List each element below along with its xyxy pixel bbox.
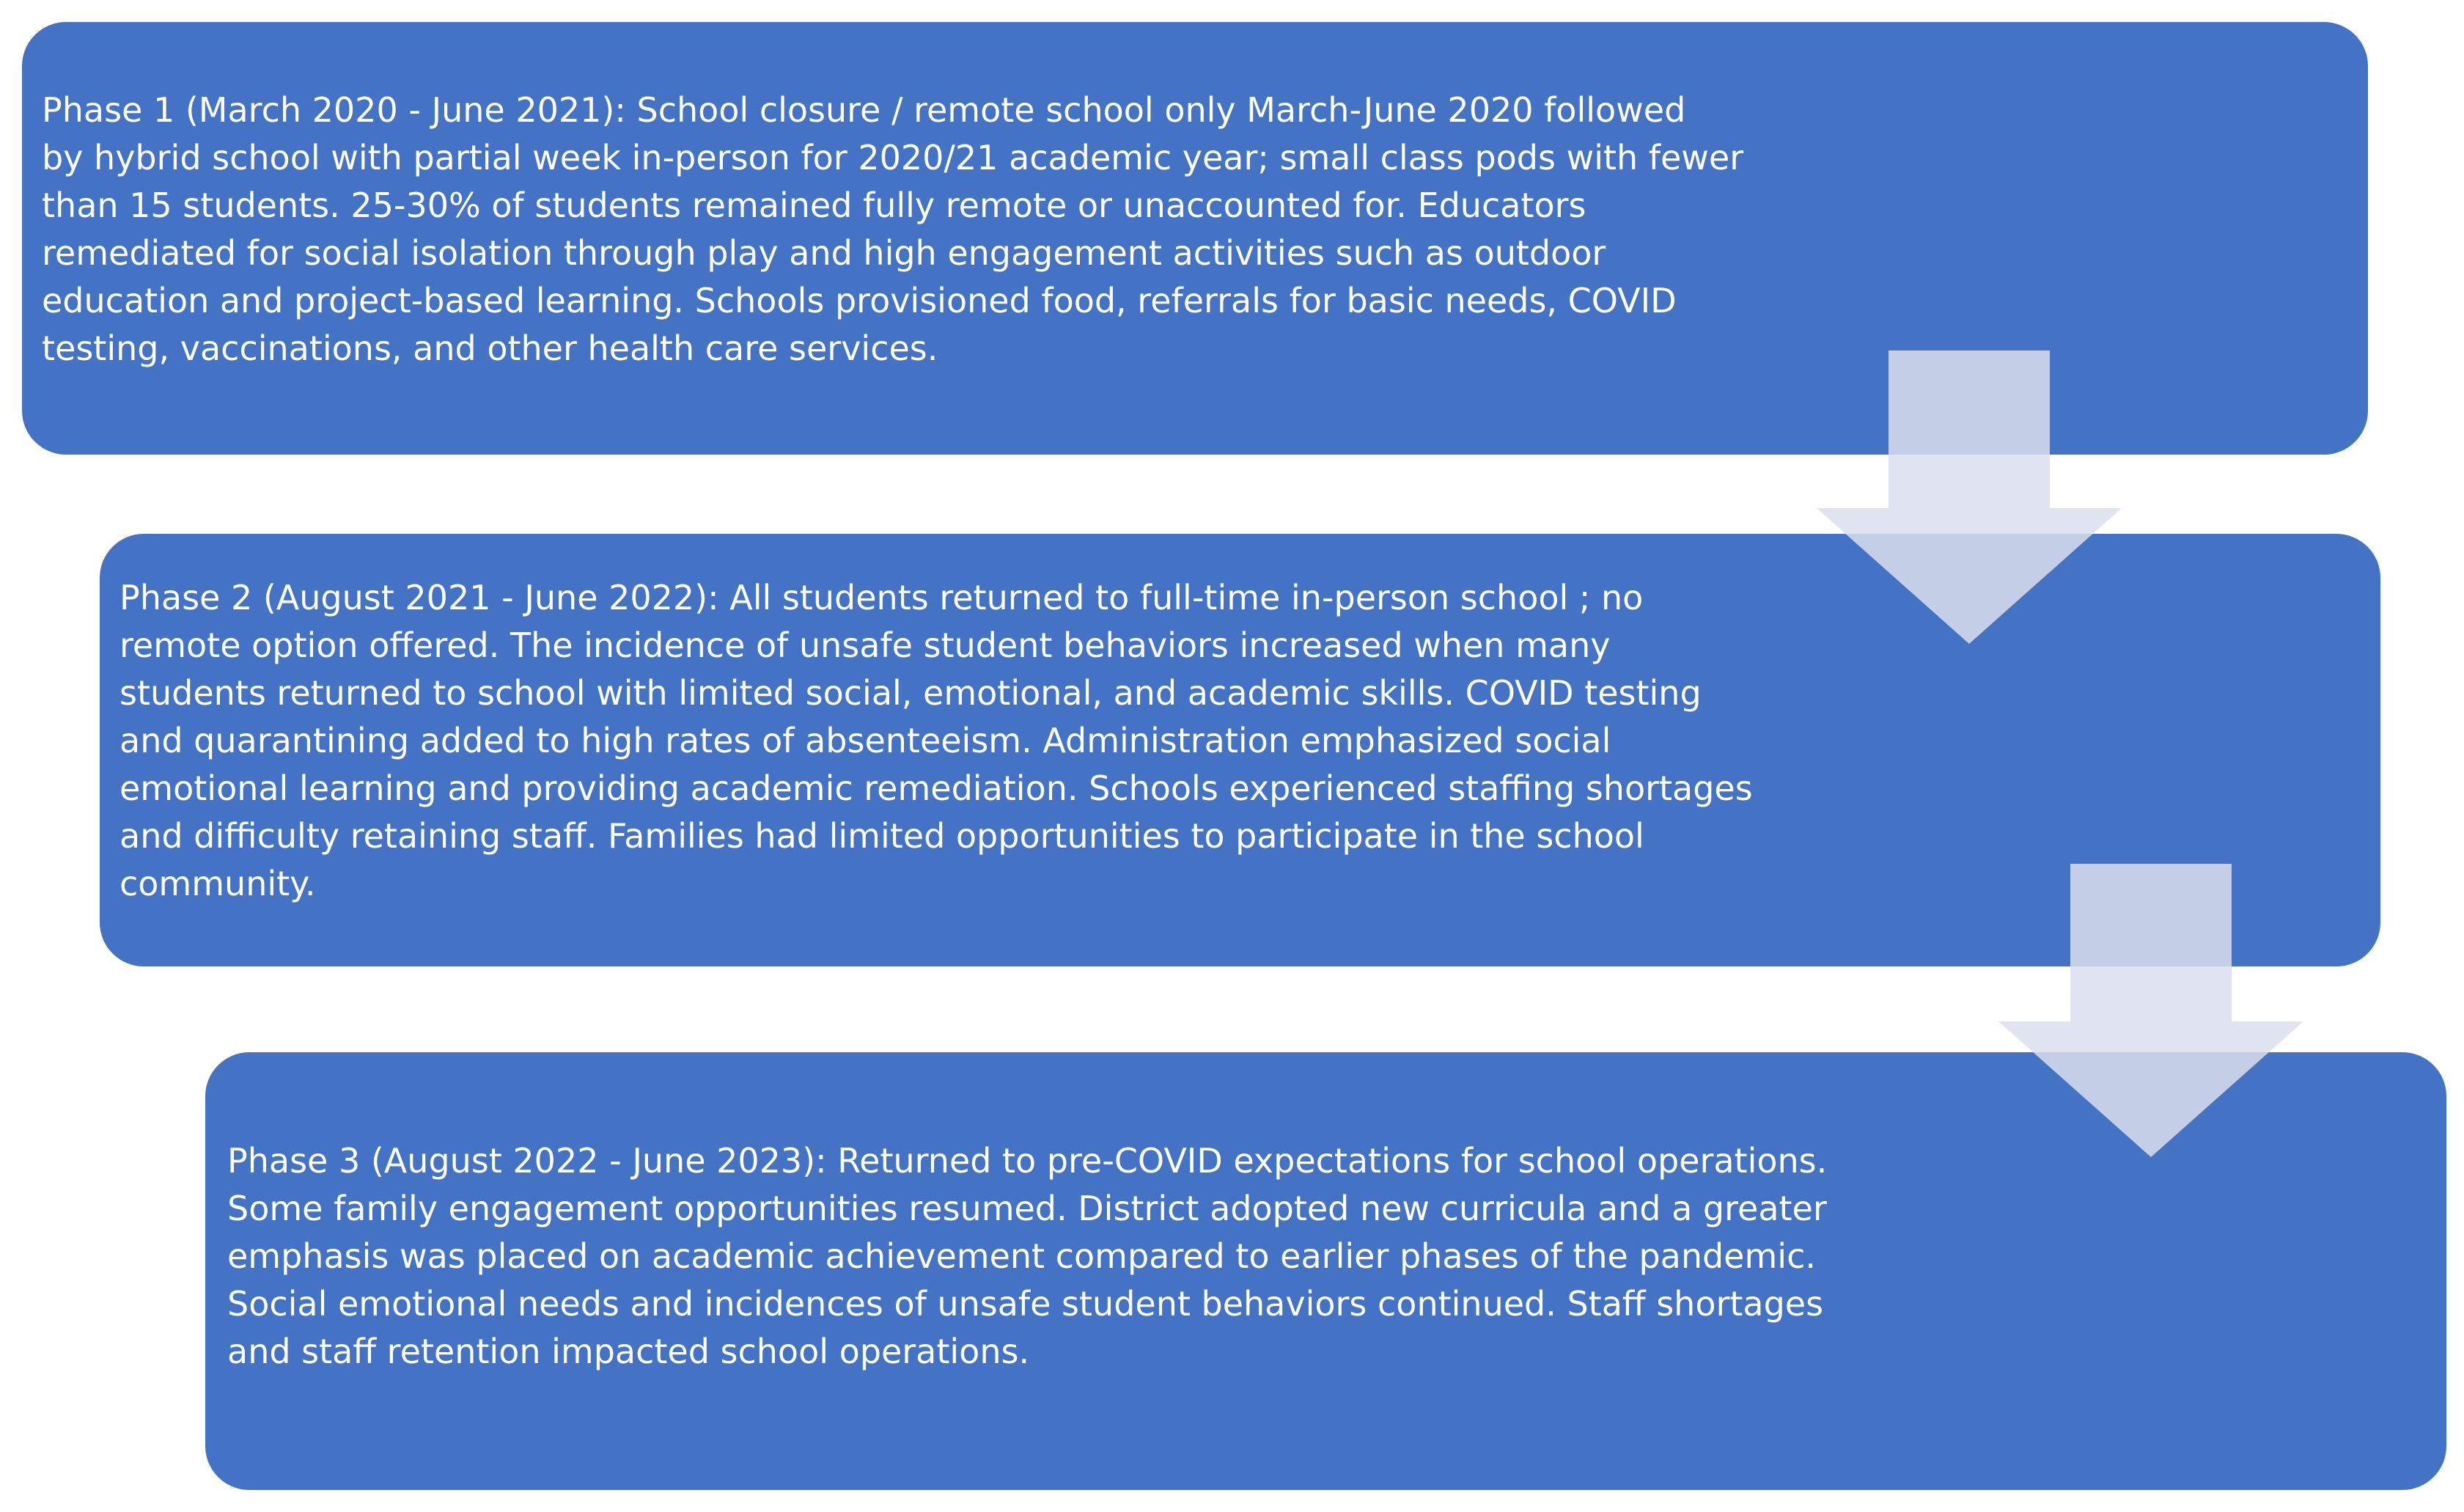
phase-1-text: Phase 1 (March 2020 - June 2021): School closure / remote school only March-June 2020 followed by hybrid school with partial week in-person for 2020/21 academic year; small class pods with fewer than 15 students. 25-30% of students remained fully remote or unaccounted for. Educators remediated for social isolation through play and high engagement activities such as outdoor education and project-based learning. Schools provisioned food, referrals for basic needs, COVID testing, vaccinations, and other health care services. [42,89,1744,368]
phase-1-box [22,22,2368,455]
phase-2-text: Phase 2 (August 2021 - June 2022): All students returned to full-time in-person school ; no remote option offered. The incidence of unsafe student behaviors increased when many students returned to school with limited social, emotional, and academic skills. COVID testing and quarantining added to high rates of absenteeism. Administration emphasized social emotional learning and providing academic remediation. Schools experienced staffing shortages and difficulty retaining staff. Families had limited opportunities to participate in the school community. [119,578,1753,903]
phase-3-box [205,1052,2446,1490]
phase-3-text: Phase 3 (August 2022 - June 2023): Returned to pre-COVID expectations for school operations. Some family engagement opportunities resumed. District adopted new curricula and a greater emphasis was placed on academic achievement compared to earlier phases of the pandemic. Social emotional needs and incidences of unsafe student behaviors continued. Staff shortages and staff retention impacted school operations. [227,1141,1828,1371]
phase-2-box [100,534,2380,966]
